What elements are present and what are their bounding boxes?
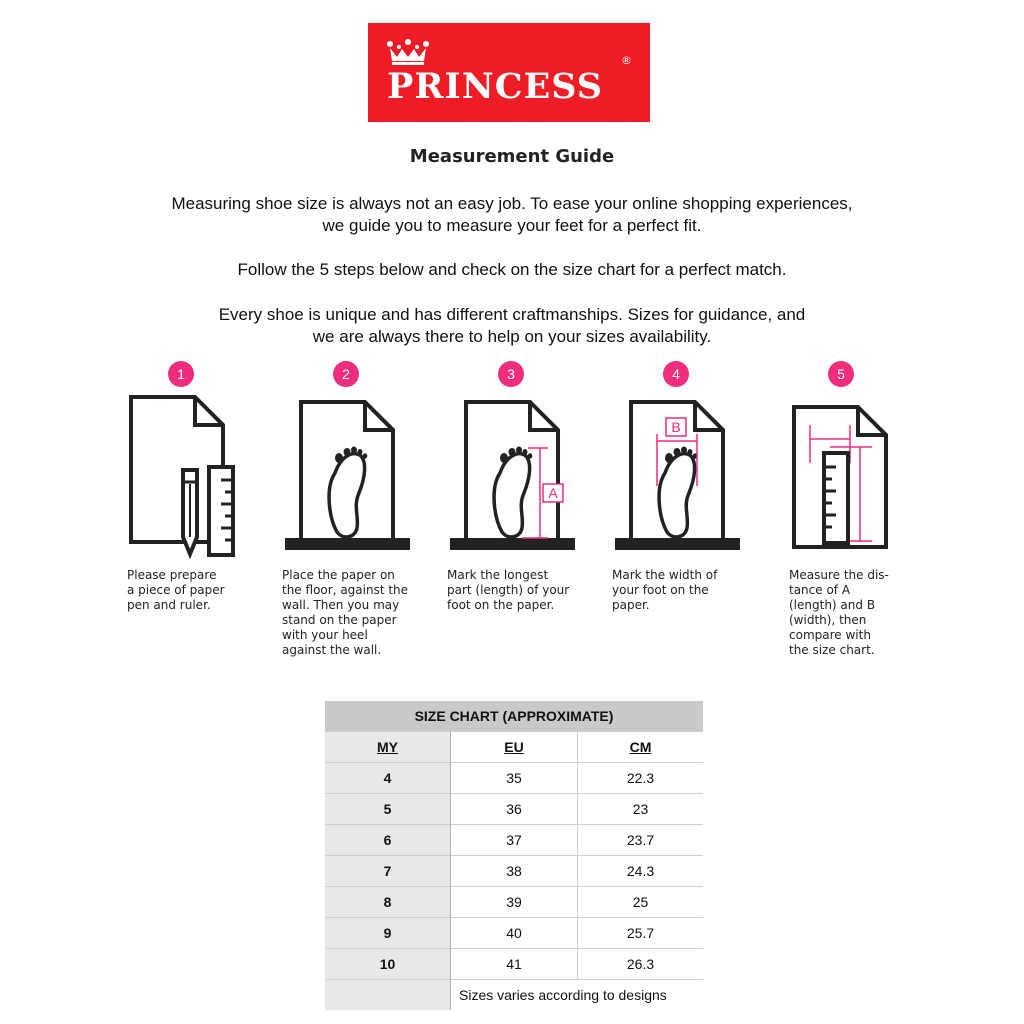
measure-ruler-icon — [790, 403, 895, 553]
brand-name: PRINCESS — [387, 66, 604, 107]
table-note-row — [325, 980, 703, 1011]
intro-paragraph-3: Every shoe is unique and has different craftmanships. Sizes for guidance, and we are always there to help on your sizes availability. — [218, 305, 806, 346]
foot-on-paper-icon — [285, 398, 410, 553]
column-header-my: MY — [325, 732, 451, 763]
page-title: Measurement Guide — [409, 146, 615, 167]
step-5-text: Measure the dis- tance of A (length) and B (width), then compare with the size chart. — [789, 568, 889, 657]
intro-paragraph-1: Measuring shoe size is always not an easy job. To ease your online shopping experiences, we guide you to measure your feet for a perfect fit. — [171, 194, 853, 235]
step-3-text: Mark the longest part (length) of your foot on the paper. — [447, 568, 570, 612]
size-chart-table — [325, 701, 703, 1010]
table-row: 7 38 24.3 — [325, 856, 703, 887]
marker-a-label: A — [548, 485, 558, 501]
step-4-badge: 4 — [663, 361, 689, 387]
table-row: 4 35 22.3 — [325, 763, 703, 794]
intro-paragraph-2: Follow the 5 steps below and check on the size chart for a perfect match. — [237, 260, 787, 279]
brand-logo — [368, 23, 650, 122]
paper-pen-ruler-icon — [125, 392, 240, 562]
registered-mark: ® — [621, 54, 632, 67]
step-2-badge: 2 — [333, 361, 359, 387]
step-4-text: Mark the width of your foot on the paper. — [612, 568, 718, 612]
crown-icon — [386, 39, 430, 65]
table-row: 9 40 25.7 — [325, 918, 703, 949]
marker-b-label: B — [671, 419, 681, 435]
table-row: 10 41 26.3 — [325, 949, 703, 980]
column-header-eu: EU — [451, 732, 578, 763]
size-chart-note: Sizes varies according to designs — [459, 987, 667, 1003]
foot-width-icon — [615, 398, 740, 553]
column-header-cm: CM — [629, 739, 652, 755]
foot-length-icon — [450, 398, 575, 553]
step-3-badge: 3 — [498, 361, 524, 387]
table-row: 6 37 23.7 — [325, 825, 703, 856]
size-chart-title: SIZE CHART (APPROXIMATE) — [325, 701, 703, 732]
table-row: 8 39 25 — [325, 887, 703, 918]
step-1-text: Please prepare a piece of paper pen and ruler. — [127, 568, 225, 612]
step-2-text: Place the paper on the floor, against the wall. Then you may stand on the paper with your heel against the wall. — [282, 568, 409, 657]
step-1-badge: 1 — [168, 361, 194, 387]
table-row: 5 36 23 — [325, 794, 703, 825]
step-5-badge: 5 — [828, 361, 854, 387]
